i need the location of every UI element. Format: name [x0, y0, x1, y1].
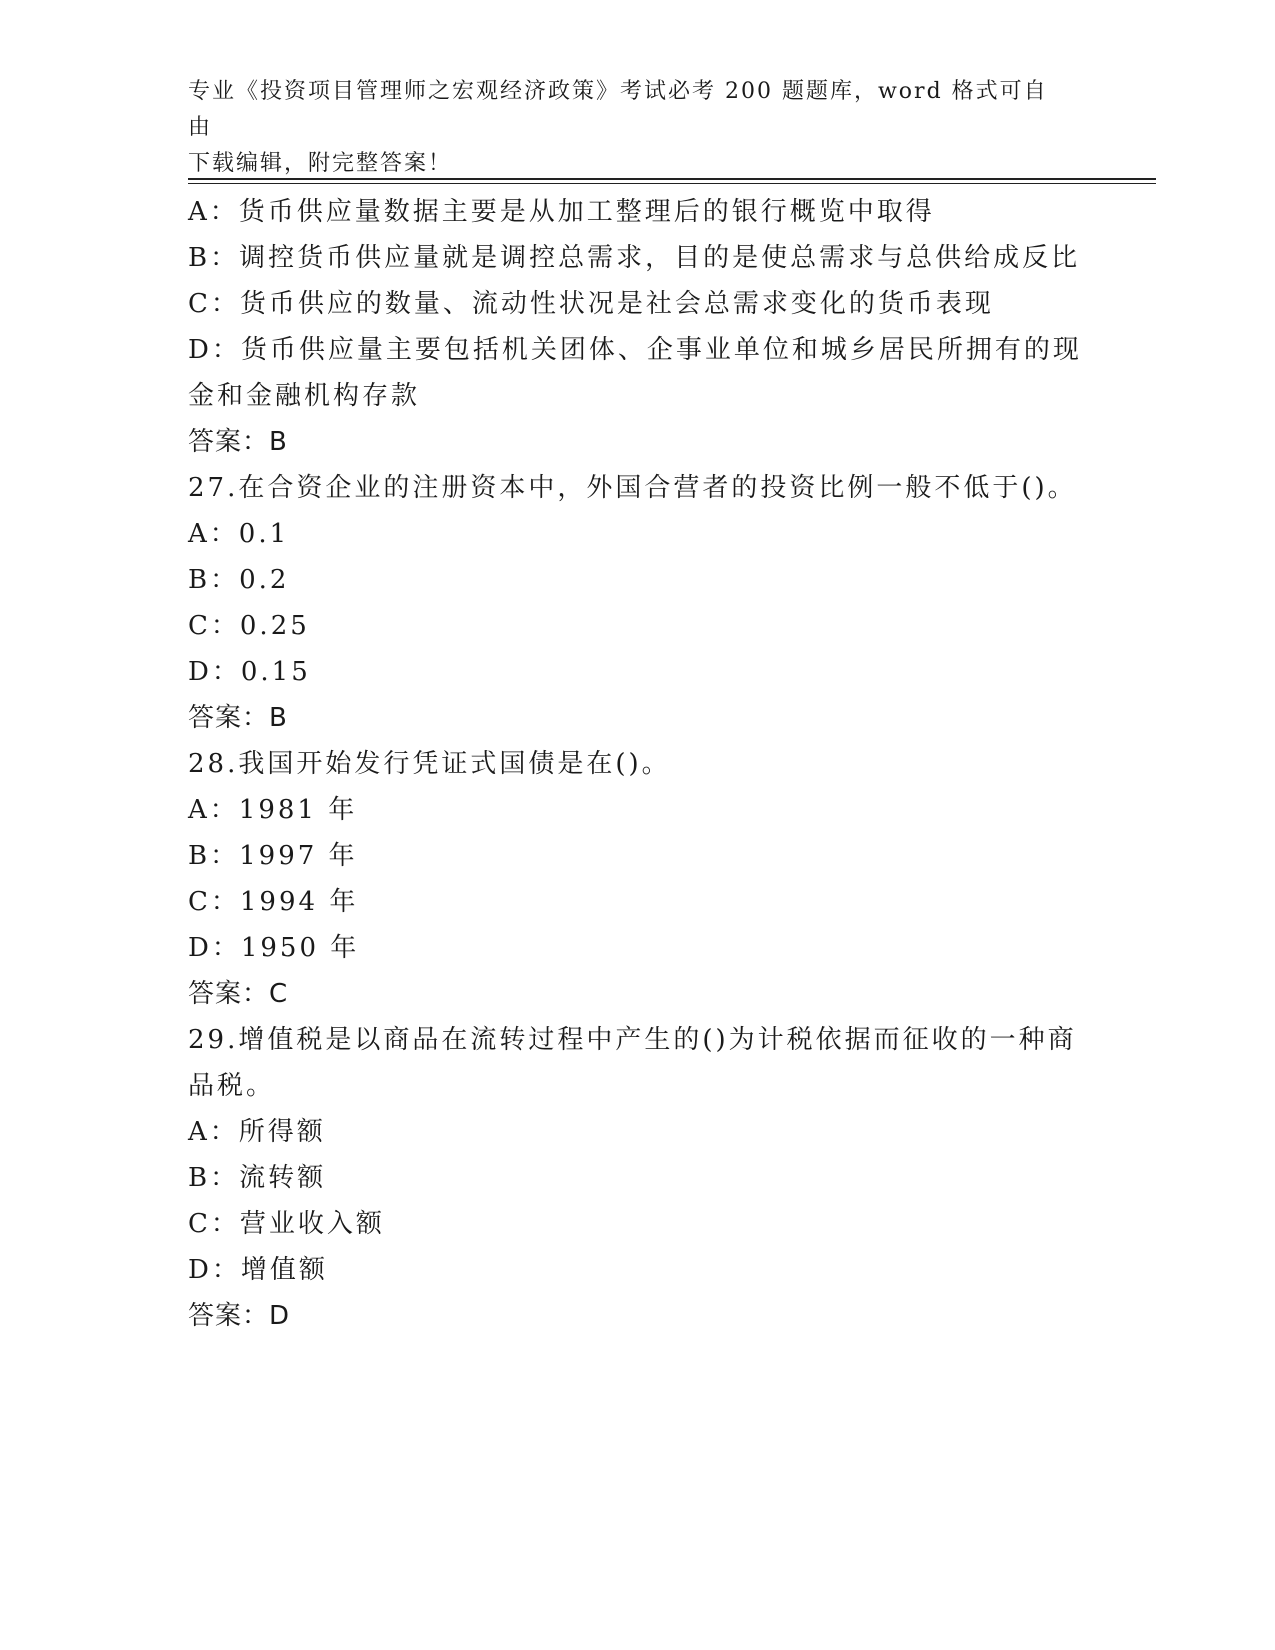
question-text: 28.我国开始发行凭证式国债是在()。	[188, 749, 671, 779]
question-text: 27.在合资企业的注册资本中，外国合营者的投资比例一般不低于()。	[188, 473, 1077, 503]
question-block-29	[188, 1017, 1088, 1339]
question-text-line-2: 品税。	[188, 1071, 276, 1101]
header-line-1: 专业《投资项目管理师之宏观经济政策》考试必考 200 题题库，word 格式可自由	[188, 79, 1048, 140]
option-c: C：营业收入额	[188, 1209, 385, 1239]
answer: 答案：D	[188, 1301, 291, 1331]
option-b: B：1997 年	[188, 841, 358, 871]
option-b: B：0.2	[188, 565, 290, 595]
option-d: D：增值额	[188, 1255, 328, 1285]
option-b: B：流转额	[188, 1163, 327, 1193]
option-a: A：货币供应量数据主要是从加工整理后的银行概览中取得	[188, 197, 935, 227]
option-d-line-1: D：货币供应量主要包括机关团体、企事业单位和城乡居民所拥有的现	[188, 335, 1082, 365]
option-d-line-2: 金和金融机构存款	[188, 381, 421, 411]
header-line-2: 下载编辑，附完整答案！	[188, 151, 453, 176]
option-c: C：货币供应的数量、流动性状况是社会总需求变化的货币表现	[188, 289, 994, 319]
header-rule-thin	[188, 183, 1156, 184]
answer: 答案：B	[188, 427, 288, 457]
question-block-26	[188, 189, 1088, 465]
option-d: D：0.15	[188, 657, 311, 687]
option-c: C：0.25	[188, 611, 310, 641]
header-rule-thick	[188, 178, 1156, 180]
option-c: C：1994 年	[188, 887, 359, 917]
option-a: A：0.1	[188, 519, 290, 549]
option-d: D：1950 年	[188, 933, 360, 963]
document-header	[188, 74, 1068, 182]
option-a: A：1981 年	[188, 795, 358, 825]
option-a: A：所得额	[188, 1117, 326, 1147]
question-block-28	[188, 741, 1088, 1017]
option-b: B：调控货币供应量就是调控总需求，目的是使总需求与总供给成反比	[188, 243, 1081, 273]
question-block-27	[188, 465, 1088, 741]
question-list	[188, 189, 1088, 1339]
answer: 答案：B	[188, 703, 288, 733]
answer: 答案：C	[188, 979, 289, 1009]
question-text-line-1: 29.增值税是以商品在流转过程中产生的()为计税依据而征收的一种商	[188, 1025, 1077, 1055]
